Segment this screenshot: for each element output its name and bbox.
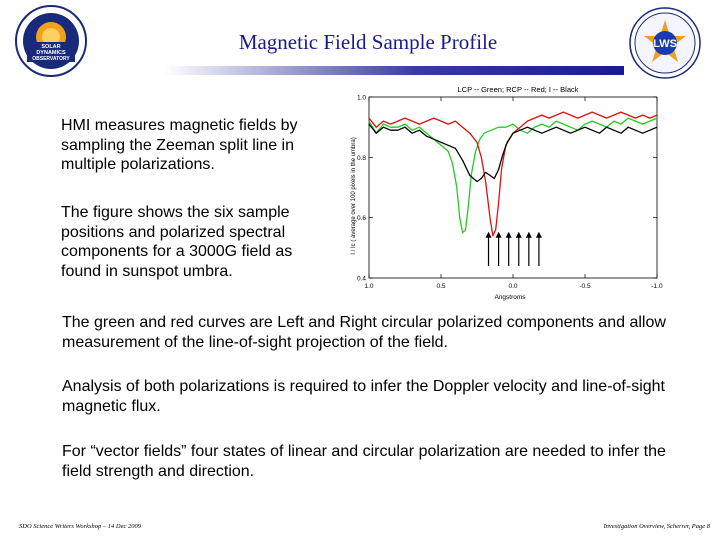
chart-x-axis-label: Angstroms: [494, 294, 526, 301]
spectral-profile-chart: [338, 74, 670, 302]
paragraph-figure-shows: The figure shows the six sample positions and polarized spectral components for a 3000G field as found in sunspot umbra.: [61, 204, 293, 280]
x-tick-label: 0.5: [436, 283, 446, 290]
x-tick-label: -1.0: [651, 283, 663, 290]
paragraph-hmi-measures: HMI measures magnetic fields by sampling the Zeeman split line in multiple polarizations.: [61, 117, 298, 173]
chart-legend: LCP -- Green; RCP -- Red; I -- Black: [457, 85, 579, 94]
sdo-logo: [14, 4, 88, 78]
x-tick-label: 1.0: [364, 283, 374, 290]
paragraph-vector-fields: For “vector fields” four states of linear and circular polarization are needed to infer the field strength and direction.: [62, 443, 666, 480]
series-line-black: [369, 124, 657, 181]
y-tick-label: 0.8: [356, 154, 366, 162]
footer-left: SDO Science Writers Workshop – 14 Dec 2009: [19, 523, 141, 530]
chart-y-axis-label: I / Ic ( average over 100 pixels in the umbra): [351, 137, 357, 255]
sample-position-arrowhead: [536, 232, 542, 238]
x-tick-label: -0.5: [579, 283, 591, 290]
sample-position-arrowhead: [496, 232, 502, 238]
footer-right: Investigation Overview, Scherrer, Page 8: [603, 523, 710, 530]
slide-title: Magnetic Field Sample Profile: [238, 30, 498, 54]
sdo-logo-line-1: SOLAR: [41, 44, 61, 50]
series-line-green: [369, 118, 657, 233]
y-tick-label: 0.6: [356, 215, 366, 223]
paragraph-green-red-curves: The green and red curves are Left and Right circular polarized components and allow measurement of the line-of-sight projection of the field.: [62, 314, 666, 351]
sample-position-arrowhead: [516, 232, 522, 238]
sample-position-arrowhead: [526, 232, 532, 238]
lws-logo-text: LWS: [653, 38, 677, 50]
sample-position-arrowhead: [506, 232, 512, 238]
sample-position-arrowhead: [486, 232, 492, 238]
y-tick-label: 1.0: [356, 94, 366, 102]
lws-logo: [628, 6, 702, 80]
paragraph-analysis: Analysis of both polarizations is required to infer the Doppler velocity and line-of-sight magnetic flux.: [62, 378, 665, 415]
sdo-logo-line-2: DYNAMICS: [36, 50, 66, 56]
y-tick-label: 0.4: [356, 275, 366, 283]
sdo-logo-line-3: OBSERVATORY: [32, 56, 70, 62]
x-tick-label: 0.0: [508, 283, 518, 290]
